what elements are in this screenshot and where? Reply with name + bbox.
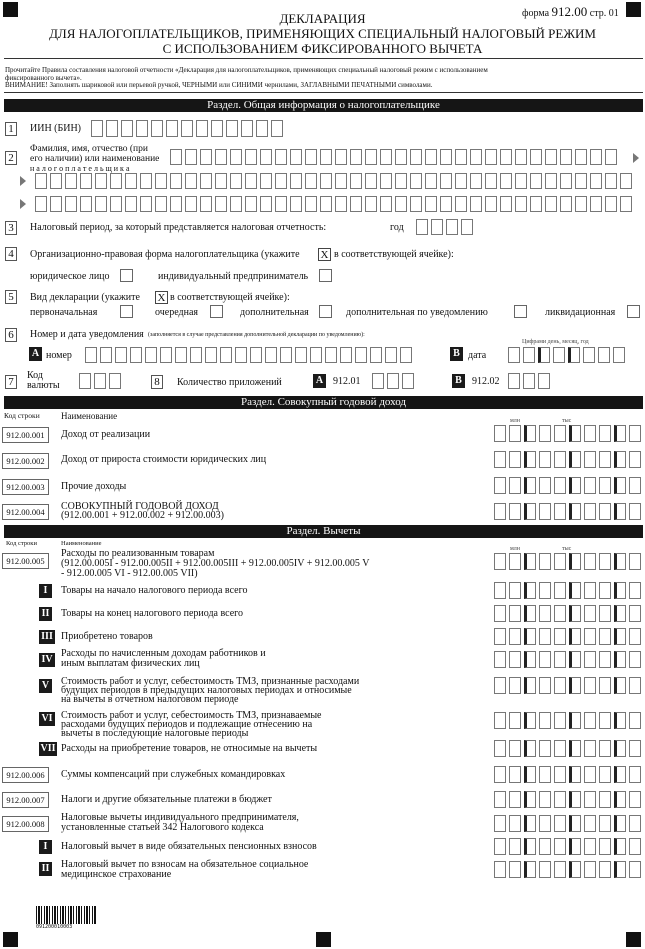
row-name-008-a: Налоговые вычеты индивидуального предпринимателя,: [61, 812, 299, 823]
additional-label: дополнительная: [240, 307, 309, 318]
row-code-001: 912.00.001: [2, 427, 49, 443]
individual-entrepreneur-label: индивидуальный предприниматель: [158, 271, 309, 282]
row-name-007: Налоги и другие обязательные платежи в бюджет: [61, 794, 272, 805]
col-name-header: Наименование: [61, 411, 118, 421]
iin-label: ИИН (БИН): [30, 123, 82, 134]
row-formula-005-b: - 912.00.005 VI - 912.00.005 VII): [61, 568, 198, 579]
field-8b-marker: B: [452, 374, 465, 388]
subrow-marker-i: I: [39, 584, 52, 598]
row-name-005: Расходы по реализованным товарам: [61, 548, 215, 559]
amount-input-002[interactable]: [494, 451, 644, 468]
arrow-right-icon: [20, 199, 26, 209]
barcode: [36, 906, 96, 924]
tax-year-label: год: [390, 222, 404, 233]
field-6b-marker: B: [450, 347, 463, 361]
amount-input-005-iv[interactable]: [494, 651, 644, 668]
subrow-marker-vi: VI: [39, 712, 55, 726]
notice-note: (заполняется в случае представления дополнительной декларации по уведомлению):: [148, 332, 365, 338]
subrow-name-v-a: Стоимость работ и услуг, себестоимость ТМЗ, признанные расходами: [61, 676, 360, 687]
legal-form-label-a: Организационно-правовая форма налогоплательщика (укажите: [30, 249, 300, 260]
declaration-type-label-b: в соответствующей ячейке):: [170, 292, 290, 303]
subrow-name-iii: Приобретено товаров: [61, 631, 153, 642]
field-3-number: 3: [5, 221, 17, 235]
mln-header: млн: [510, 418, 521, 424]
subrow-008-marker-ii: II: [39, 862, 52, 876]
tax-year-input[interactable]: [416, 219, 476, 235]
amount-input-005-vii[interactable]: [494, 740, 644, 757]
legal-entity-checkbox[interactable]: [120, 269, 133, 282]
name-input-row1[interactable]: [170, 149, 620, 165]
doc-title: ДЕКЛАРАЦИЯ: [279, 11, 366, 26]
ths-header: тыс: [562, 418, 572, 424]
registration-mark-bottom-center: [316, 932, 331, 947]
field-4-number: 4: [5, 247, 17, 261]
field-6a-marker: A: [29, 347, 42, 361]
row-code-003: 912.00.003: [2, 479, 49, 495]
amount-input-008-ii[interactable]: [494, 861, 644, 878]
regular-checkbox[interactable]: [210, 305, 223, 318]
field-5-number: 5: [5, 290, 17, 304]
field-8a-marker: A: [313, 374, 326, 388]
row-name-003: Прочие доходы: [61, 481, 127, 492]
col-name-header-3: Наименование: [61, 540, 102, 547]
mln-header-3: млн: [510, 546, 521, 552]
form-code: 912.00: [551, 4, 588, 19]
instructions-warning: ВНИМАНИЕ! Заполнять шариковой или перьевой ручкой, ЧЕРНЫМИ или СИНИМИ чернилами, ЗАГЛАВНЫМИ ПЕЧАТНЫМИ символами.: [5, 81, 433, 89]
attachment-91201-input[interactable]: [372, 373, 417, 389]
subrow-name-vi-b: расходами будущих периодов и подлежащие отнесению на: [61, 719, 313, 730]
amount-input-005-i[interactable]: [494, 582, 644, 599]
subrow-name-vi-a: Стоимость работ и услуг, себестоимость ТМЗ, признаваемые: [61, 710, 322, 721]
amount-input-005-ii[interactable]: [494, 605, 644, 622]
additional-notice-checkbox[interactable]: [514, 305, 527, 318]
instructions-line2: фиксированного вычета».: [5, 74, 82, 82]
subrow-name-ii: Товары на конец налогового периода всего: [61, 608, 244, 619]
subrow-marker-vii: VII: [40, 743, 56, 754]
doc-title-line2: ДЛЯ НАЛОГОПЛАТЕЛЬЩИКОВ, ПРИМЕНЯЮЩИХ СПЕЦИАЛЬНЫЙ НАЛОГОВЫЙ РЕЖИМ: [49, 26, 596, 41]
field-8-number: 8: [151, 375, 163, 389]
amount-input-006[interactable]: [494, 766, 644, 783]
row-name-001: Доход от реализации: [61, 429, 151, 440]
instructions-line1: Прочитайте Правила составления налоговой отчетности «Декларация для налогоплательщиков, применяющих специальный налоговый режим с использованием: [5, 66, 488, 74]
subrow-name-iv-b: иным выплатам физических лиц: [61, 658, 200, 669]
name-input-row3[interactable]: [35, 196, 635, 212]
amount-input-005-v[interactable]: [494, 677, 644, 694]
additional-checkbox[interactable]: [319, 305, 332, 318]
individual-entrepreneur-checkbox[interactable]: [319, 269, 332, 282]
row-code-007: 912.00.007: [2, 792, 49, 808]
iin-input[interactable]: [91, 120, 286, 137]
section-deductions-title: Раздел. Вычеты: [4, 525, 643, 538]
col-code-header-3: Код строки: [6, 540, 37, 547]
row-code-002: 912.00.002: [2, 453, 49, 469]
liquidation-label: ликвидационная: [545, 307, 616, 318]
name-input-row2[interactable]: [35, 173, 635, 189]
legal-form-label-b: в соответствующей ячейке):: [334, 249, 454, 260]
row-code-004: 912.00.004: [2, 504, 49, 520]
initial-checkbox[interactable]: [120, 305, 133, 318]
amount-input-008-i[interactable]: [494, 838, 644, 855]
subrow-name-v-b: будущих периодов в предыдущих налоговых периодах и относимые: [61, 685, 352, 696]
name-label-b: его наличии) или наименование: [30, 154, 160, 164]
amount-input-005[interactable]: [494, 553, 644, 570]
row-code-008: 912.00.008: [2, 816, 49, 832]
subrow-marker-iii: III: [39, 630, 55, 644]
row-name-002: Доход от прироста стоимости юридических лиц: [61, 454, 267, 465]
amount-input-003[interactable]: [494, 477, 644, 494]
section-general-info-title: Раздел. Общая информация о налогоплательщике: [4, 99, 643, 112]
row-formula-004: (912.00.001 + 912.00.002 + 912.00.003): [61, 510, 224, 521]
legal-form-x-sample: X: [318, 248, 331, 261]
subrow-name-v-c: на вычеты в отчетном налоговом периоде: [61, 694, 239, 705]
instructions-divider: [4, 92, 643, 93]
col-code-header: Код строки: [4, 411, 40, 420]
subrow-008-marker-i: I: [39, 840, 52, 854]
registration-mark-bottom-right: [626, 932, 641, 947]
row-name-004: СОВОКУПНЫЙ ГОДОВОЙ ДОХОД: [61, 501, 219, 512]
subrow-name-vi-c: вычеты в последующие налоговые периоды: [61, 728, 249, 739]
subrow-008-name-ii-a: Налоговый вычет по взносам на обязательное социальное: [61, 859, 309, 870]
row-formula-005-a: (912.00.005I - 912.00.005II + 912.00.005III + 912.00.005IV + 912.00.005 V: [61, 558, 370, 569]
notice-date-input[interactable]: [508, 347, 628, 363]
arrow-right-icon: [633, 153, 639, 163]
declaration-type-x-sample: X: [155, 291, 168, 304]
amount-input-005-vi[interactable]: [494, 712, 644, 729]
liquidation-checkbox[interactable]: [627, 305, 640, 318]
name-label-c: н а л о г о п л а т е л ь щ и к а: [30, 164, 130, 173]
subrow-name-iv-a: Расходы по начисленным доходам работников и: [61, 648, 266, 659]
regular-label: очередная: [155, 307, 198, 318]
amount-input-008[interactable]: [494, 815, 644, 832]
registration-mark-bottom-left: [3, 932, 18, 947]
name-label-a: Фамилия, имя, отчество (при: [30, 144, 148, 154]
legal-entity-label: юридическое лицо: [30, 271, 110, 282]
field-7-number: 7: [5, 375, 17, 389]
amount-input-005-iii[interactable]: [494, 628, 644, 645]
currency-code-input[interactable]: [79, 373, 124, 389]
subrow-marker-v: V: [39, 679, 52, 693]
header-divider: [4, 58, 643, 59]
subrow-008-name-i: Налоговый вычет в виде обязательных пенсионных взносов: [61, 841, 317, 852]
page-label: стр. 01: [589, 8, 619, 19]
currency-label-b: валюты: [27, 380, 60, 391]
declaration-type-label-a: Вид декларации (укажите: [30, 292, 140, 303]
tax-period-label: Налоговый период, за который представляется налоговая отчетность:: [30, 222, 327, 233]
attachment-91202-input[interactable]: [508, 373, 553, 389]
notice-date-label: дата: [468, 350, 487, 361]
row-code-005: 912.00.005: [2, 553, 49, 569]
subrow-name-vii: Расходы на приобретение товаров, не относимые на вычеты: [61, 743, 318, 754]
attachment-91201-label: 912.01: [333, 376, 361, 387]
initial-label: первоначальная: [30, 307, 98, 318]
field-2-number: 2: [5, 151, 17, 165]
attachments-label: Количество приложений: [177, 377, 282, 388]
doc-title-line3: С ИСПОЛЬЗОВАНИЕМ ФИКСИРОВАННОГО ВЫЧЕТА: [162, 41, 483, 56]
additional-notice-label: дополнительная по уведомлению: [346, 307, 488, 318]
amount-input-007[interactable]: [494, 791, 644, 808]
amount-input-001[interactable]: [494, 425, 644, 442]
field-1-number: 1: [5, 122, 17, 136]
amount-input-004[interactable]: [494, 503, 644, 520]
date-format-hint: Цифрами день, месяц, год: [522, 339, 589, 345]
ths-header-3: тыс: [562, 546, 572, 552]
field-6-number: 6: [5, 328, 17, 342]
row-name-006: Суммы компенсаций при служебных командировках: [61, 769, 286, 780]
notice-label: Номер и дата уведомления: [30, 329, 144, 340]
subrow-008-name-ii-b: медицинское страхование: [61, 869, 172, 880]
barcode-number: 091200010003: [36, 924, 73, 930]
notice-number-input[interactable]: [85, 347, 415, 363]
subrow-marker-ii: II: [39, 607, 52, 621]
arrow-right-icon: [20, 176, 26, 186]
row-name-008-b: установленные статьей 342 Налогового кодекса: [61, 822, 264, 833]
notice-number-label: номер: [46, 350, 72, 361]
form-prefix: форма: [522, 8, 550, 19]
currency-label-a: Код: [27, 370, 43, 381]
subrow-name-i: Товары на начало налогового периода всего: [61, 585, 248, 596]
attachment-91202-label: 912.02: [472, 376, 500, 387]
section-income-title: Раздел. Совокупный годовой доход: [4, 396, 643, 409]
row-code-006: 912.00.006: [2, 767, 49, 783]
subrow-marker-iv: IV: [39, 653, 55, 667]
